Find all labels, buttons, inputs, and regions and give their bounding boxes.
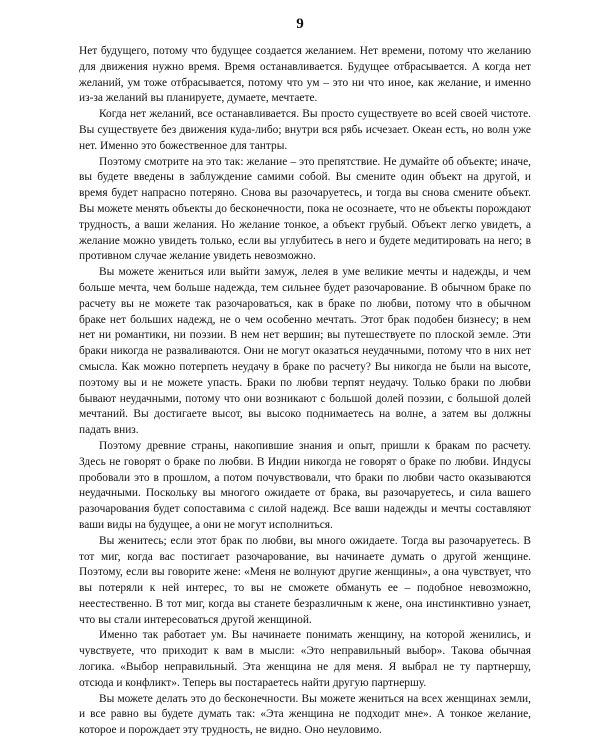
paragraph-7: Именно так работает ум. Вы начинаете понимать женщину, на которой женились, и чувствуете, что приходит к вам в мысли: «Это неправильный выбор». Такова обычная логика. «Выбор неправильный. Эта женщина не для меня. Я выбрал не ту партнершу, отсюда и конфликт». Теперь вы постараетесь найти другую партнершу. <box>79 629 531 689</box>
paragraph-3: Поэтому смотрите на это так: желание – это препятствие. Не думайте об объекте; иначе, вы будете введены в заблуждение самими собой. Вы смените один объект на другой, и время будет напрасно потеряно. Снова вы разочаруетесь, и тогда вы снова смените объект. Вы можете менять объекты до бесконечности, пока не осознаете, что не объекты порождают трудность, а ваши желания. Но желание тонкое, а объект грубый. Объект легко увидеть, а желание можно увидеть только, если вы углубитесь в него и будете медитировать на него; в противном случае желание увидеть невозможно. <box>79 155 531 263</box>
paragraph-6: Вы женитесь; если этот брак по любви, вы много ожидаете. Тогда вы разочаруетесь. В тот миг, когда вас постигает разочарование, вы начинаете думать о другой женщине. Поэтому, если вы говорите жене: «Меня не волнуют другие женщины», а она чувствует, что вы потеряли к ней интерес, то вы не сможете обмануть ее – подобное невозможно, неестественно. В тот миг, когда вы станете безразличным к жене, она инстинктивно узнает, что вы стали интересоваться другой женщиной. <box>79 534 531 626</box>
paragraph-1: Нет будущего, потому что будущее создается желанием. Нет времени, потому что желанию для движения нужно время. Время останавливается. Будущее отбрасывается. А когда нет желаний, ум тоже отбрасывается, потому что ум – это ни что иное, как желание, и именно из-за желаний вы планируете, думаете, мечтаете. <box>79 45 531 105</box>
page-body-text <box>79 44 531 739</box>
paragraph-5: Поэтому древние страны, накопившие знания и опыт, пришли к бракам по расчету. Здесь не говорят о браке по любви. В Индии никогда не говорят о браке по любви. Индусы пробовали это в прошлом, а потом почувствовали, что браки по любви часто оказываются неудачными. Поскольку вы многого ожидаете от брака, вы разочаруетесь, и сила вашего разочарования будет сопоставима с силой надежд. Все ваши надежды и мечты составляют ваши виды на будущее, а они не могут исполниться. <box>79 439 531 531</box>
paragraph-8: Вы можете делать это до бесконечности. Вы можете жениться на всех женщинах земли, и все равно вы будете думать так: «Эта женщина не подходит мне». А тонкое желание, которое и порождает эту трудность, не видно. Оно неуловимо. <box>79 692 531 737</box>
paragraph-2: Когда нет желаний, все останавливается. Вы просто существуете во всей своей чистоте. Вы существуете без движения куда-либо; внутри вся рябь исчезает. Океан есть, но волн уже нет. Именно это божественное для тантры. <box>79 108 531 152</box>
page-number: 9 <box>296 16 304 32</box>
paragraph-4: Вы можете жениться или выйти замуж, лелея в уме великие мечты и надежды, и чем больше мечта, чем больше надежда, тем сильнее будет разочарование. В обычном браке по расчету вы не можете так разочароваться, как в браке по любви, потому что в обычном браке нет больших надежд, не о чем особенно мечтать. Этот брак подобен бизнесу; в нем нет ни романтики, ни поэзии. В нем нет вершин; вы путешествуете по плоской земле. Эти браки никогда не разваливаются. Они не могут оказаться неудачными, потому что в них нет смысла. Как можно потерпеть неудачу в браке по расчету? Вы никогда не были на высоте, поэтому вы и не можете упасть. Браки по любви терпят неудачу. Только браки по любви бывают неудачными, потому что они возникают с большой долей поэзии, с большой долей мечтаний. Вы достигаете высот, вы высоко поднимаетесь на волне, а затем вы должны падать вниз. <box>79 266 531 437</box>
